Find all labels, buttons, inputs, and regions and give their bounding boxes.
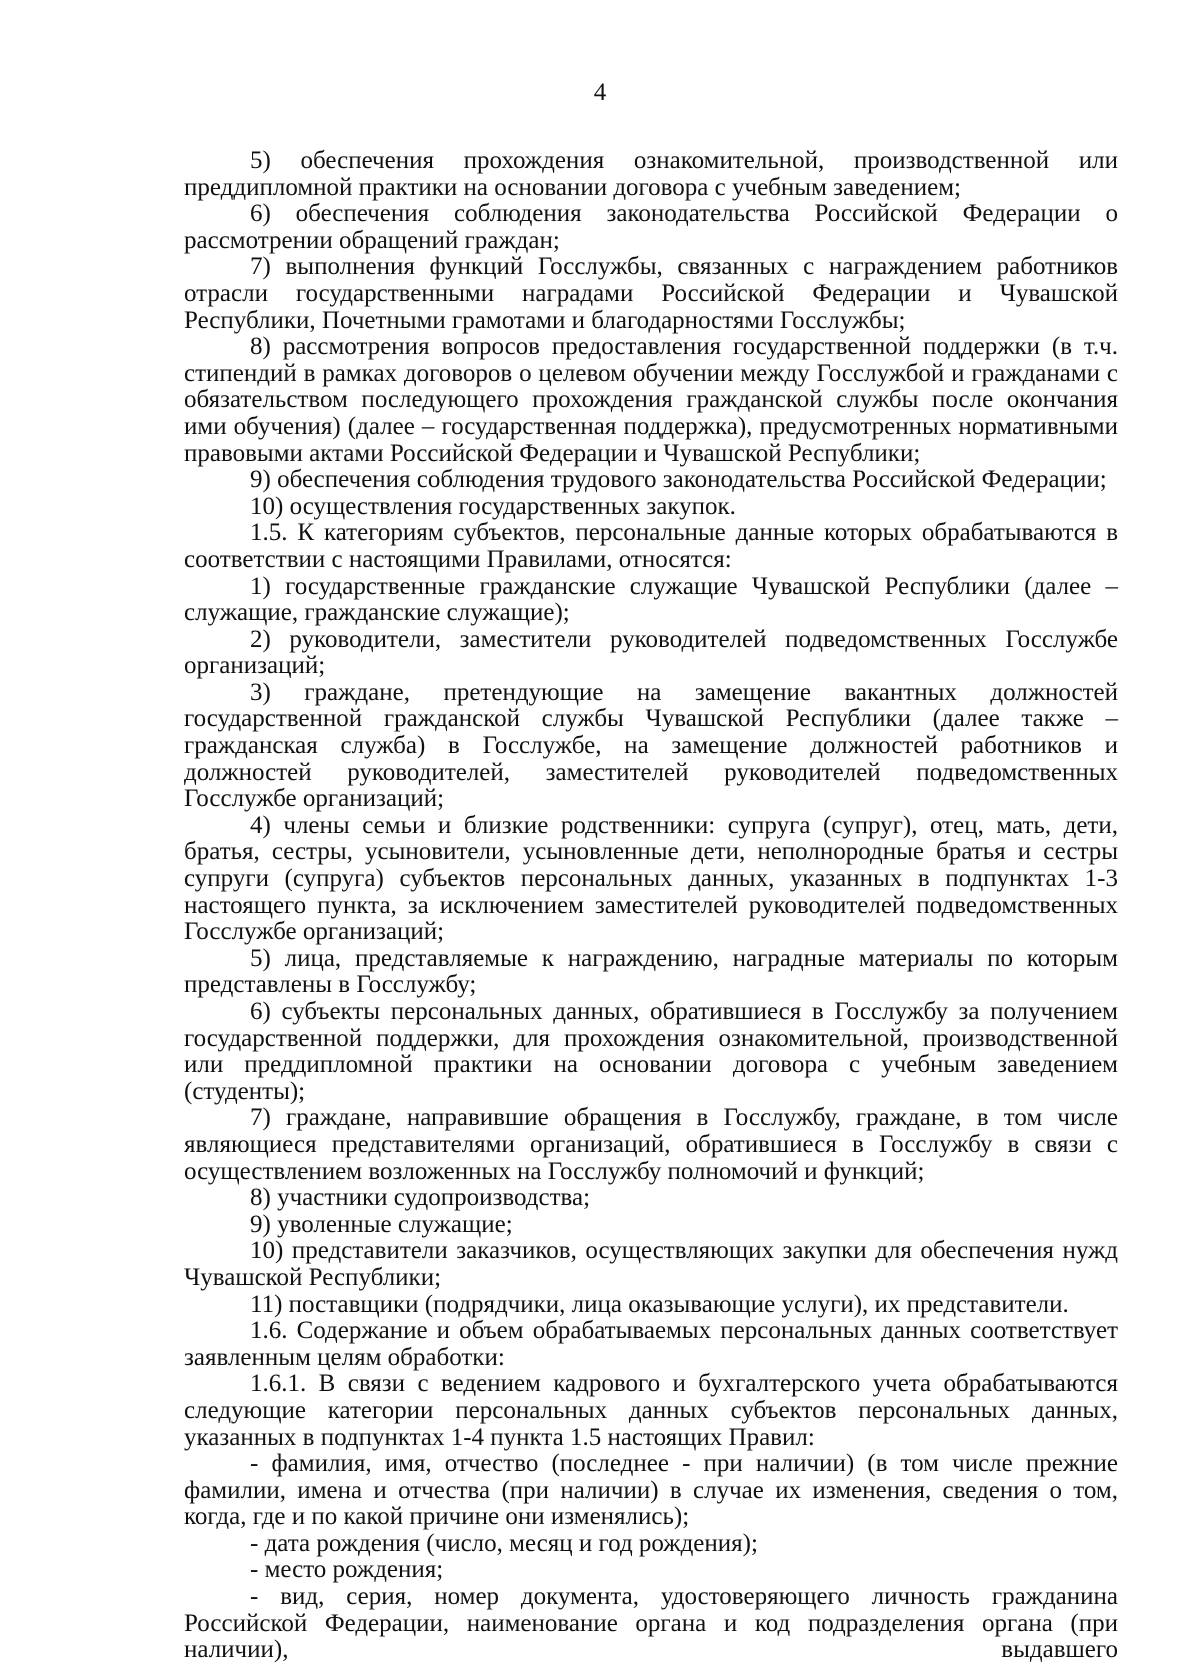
paragraph: 7) выполнения функций Госслужбы, связанных с награждением работников отрасли государственными наградами Российской Федерации и Чувашской Республики, Почетными грамотами и благодарностями Госслужбы; <box>184 253 1118 334</box>
paragraph: 1.5. К категориям субъектов, персональные данные которых обрабатываются в соответствии с настоящими Правилами, относятся: <box>184 519 1118 573</box>
page-number: 4 <box>593 79 607 106</box>
paragraph: - место рождения; <box>250 1556 444 1584</box>
paragraph: 5) лица, представляемые к награждению, наградные материалы по которым представлены в Госслужбу; <box>184 944 1118 999</box>
paragraph: 10) представители заказчиков, осуществляющих закупки для обеспечения нужд Чувашской Республики; <box>184 1237 1118 1291</box>
paragraph: 6) субъекты персональных данных, обратившиеся в Госслужбу за получением государственной поддержки, для прохождения ознакомительной, производственной или преддипломной практики на основании договора с учебным заведением (студенты); <box>184 998 1118 1105</box>
paragraph: 9) уволенные служащие; <box>250 1210 513 1238</box>
paragraph: 2) руководители, заместители руководителей подведомственных Госслужбе организаций; <box>184 625 1118 680</box>
paragraph: 6) обеспечения соблюдения законодательства Российской Федерации о рассмотрении обращений граждан; <box>184 200 1118 254</box>
paragraph: 7) граждане, направившие обращения в Госслужбу, граждане, в том числе являющиеся представителями организаций, обратившиеся в Госслужбу в связи с осуществлением возложенных на Госслужбу полномочий и функций; <box>184 1104 1118 1185</box>
paragraph: 8) участники судопроизводства; <box>250 1184 591 1212</box>
paragraph: 1) государственные гражданские служащие Чувашской Республики (далее – служащие, гражданские служащие); <box>184 572 1118 627</box>
paragraph: 1.6.1. В связи с ведением кадрового и бухгалтерского учета обрабатываются следующие категории персональных данных субъектов персональных данных, указанных в подпунктах 1-4 пункта 1.5 настоящих Правил: <box>184 1370 1118 1451</box>
paragraph: 3) граждане, претендующие на замещение вакантных должностей государственной гражданской службы Чувашской Республики (далее также – гражданская служба) в Госслужбе, на замещение должностей работников и должностей руководителей, заместителей руководителей подведомственных Госслужбе организаций; <box>184 678 1118 813</box>
paragraph: 1.6. Содержание и объем обрабатываемых персональных данных соответствует заявленным целям обработки: <box>184 1317 1118 1371</box>
paragraph: 8) рассмотрения вопросов предоставления государственной поддержки (в т.ч. стипендий в рамках договоров о целевом обучении между Госслужбой и гражданами с обязательством последующего прохождения гражданской службы после окончания ими обучения) (далее – государственная поддержка), предусмотренных нормативными правовыми актами Российской Федерации и Чувашской Республики; <box>184 333 1118 467</box>
paragraph: - вид, серия, номер документа, удостоверяющего личность гражданина Российской Федерации, наименование органа и код подразделения органа (при наличии), выдавшего <box>184 1583 1118 1664</box>
paragraph: 11) поставщики (подрядчики, лица оказывающие услуги), их представители. <box>250 1290 1069 1318</box>
paragraph: 4) члены семьи и близкие родственники: супруга (супруг), отец, мать, дети, братья, сестры, усыновители, усыновленные дети, неполнородные братья и сестры супруги (супруга) субъектов персональных данных, указанных в подпунктах 1-3 настоящего пункта, за исключением заместителей руководителей подведомственных Госслужбе организаций; <box>184 811 1118 946</box>
paragraph: 10) осуществления государственных закупок. <box>250 492 736 520</box>
paragraph: 5) обеспечения прохождения ознакомительной, производственной или преддипломной практики на основании договора с учебным заведением; <box>184 147 1118 201</box>
document-body <box>184 148 1118 1664</box>
paragraph: - дата рождения (число, месяц и год рождения); <box>250 1529 758 1557</box>
paragraph: - фамилия, имя, отчество (последнее - при наличии) (в том числе прежние фамилии, имена и отчества (при наличии) в случае их изменения, сведения о том, когда, где и по какой причине они изменялись); <box>184 1450 1118 1531</box>
paragraph: 9) обеспечения соблюдения трудового законодательства Российской Федерации; <box>250 466 1107 494</box>
